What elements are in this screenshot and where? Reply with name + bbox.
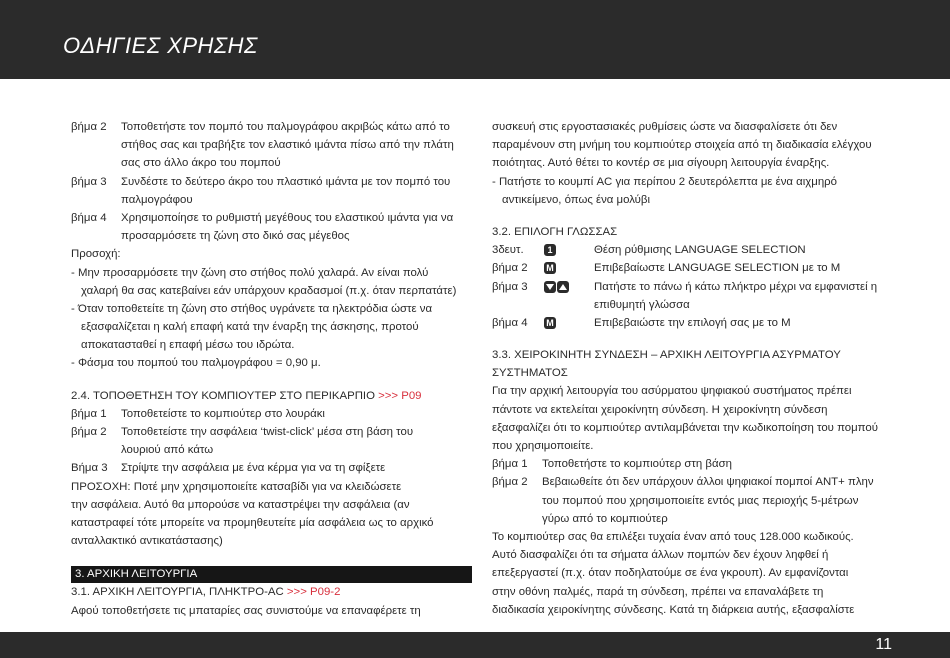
warning-line: καταστραφεί τότε μπορείτε να προμηθευτείτε μία ασφάλεια ως το αρχικό bbox=[71, 516, 434, 529]
lang-row-3-cont bbox=[492, 296, 892, 314]
text-line: Στρίψτε την ασφάλεια με ένα κέρμα για να τη σφίξετε bbox=[121, 462, 386, 475]
lang-row-4 bbox=[492, 314, 892, 332]
section-3-1-heading bbox=[71, 583, 471, 601]
lang-row-3 bbox=[492, 278, 892, 296]
section-3-3-heading-cont: ΣΥΣΤΗΜΑΤΟΣ bbox=[492, 367, 568, 380]
step-label: βήμα 2 bbox=[492, 476, 528, 489]
header-band bbox=[0, 0, 950, 79]
step-label: βήμα 2 bbox=[71, 426, 107, 439]
right-column bbox=[492, 118, 892, 619]
section-3-3-heading: 3.3. ΧΕΙΡΟΚΙΝΗΤΗ ΣΥΝΔΕΣΗ – ΑΡΧΙΚΗ ΛΕΙΤΟΥΡΓΙΑ ΑΣΥΡΜΑΤΟΥ bbox=[492, 349, 841, 362]
text-line: γύρω από το κομπιούτερ bbox=[542, 512, 668, 525]
text-line: Αυτό διασφαλίζει ότι τα σήματα άλλων πομπών δεν έχουν ληφθεί ή bbox=[492, 549, 829, 562]
step-label: βήμα 1 bbox=[492, 458, 528, 471]
text-line: στην οθόνη παλμές, παρά τη σύνδεση, πρέπει να επαναλάβετε τη bbox=[492, 585, 824, 598]
text-line: Το κομπιούτερ σας θα επιλέξει τυχαία έναν από τους 128.000 κωδικούς. bbox=[492, 530, 854, 543]
step-label: βήμα 1 bbox=[71, 407, 107, 420]
step-label: βήμα 4 bbox=[492, 316, 528, 329]
text-line: Χρησιμοποίησε το ρυθμιστή μεγέθους του ελαστικού ιμάντα για να bbox=[121, 211, 454, 224]
text-line: σας στο άλλο άκρο του πομπού bbox=[121, 157, 281, 170]
step-label: βήμα 4 bbox=[71, 211, 107, 224]
bullet-line: αποκατασταθεί η επαφή μέσω του ιδρώτα. bbox=[81, 339, 295, 352]
text-line: διαδικασία χειροκίνητης σύνδεσης. Κατά τη διάρκεια αυτής, εξασφαλίστε bbox=[492, 603, 855, 616]
section-2-4-heading bbox=[71, 387, 471, 405]
step-label: βήμα 2 bbox=[492, 262, 528, 275]
text-line: παλμογράφου bbox=[121, 193, 193, 206]
s24-step-2 bbox=[71, 423, 471, 459]
s24-step-1 bbox=[71, 405, 471, 423]
text-line: επιθυμητή γλώσσα bbox=[594, 298, 690, 311]
footer-band bbox=[0, 632, 950, 658]
bullet-line: - Πατήστε το κουμπί AC για περίπου 2 δευτερόλεπτα με ένα αιχμηρό bbox=[492, 175, 837, 188]
step-label: βήμα 3 bbox=[71, 175, 107, 188]
left-column bbox=[71, 118, 471, 620]
bullet-line: - Όταν τοποθετείτε τη ζώνη στο στήθος υγράνετε τα ηλεκτρόδια ώστε να bbox=[71, 302, 433, 315]
bullet-line: - Φάσμα του πομπού του παλμογράφου = 0,90 μ. bbox=[71, 357, 321, 370]
text-line: του πομπού που χρησιμοποιείτε εντός μιας περιοχής 5-μέτρων bbox=[542, 494, 859, 507]
section-3-bar: 3. ΑΡΧΙΚΗ ΛΕΙΤΟΥΡΓΙΑ bbox=[71, 566, 472, 583]
text-line: Αφού τοποθετήσετε τις μπαταρίες σας συνιστούμε να επαναφέρετε τη bbox=[71, 604, 421, 617]
text-line: Τοποθετήστε τον πομπό του παλμογράφου ακριβώς κάτω από το bbox=[121, 121, 450, 133]
step-label: Βήμα 3 bbox=[71, 462, 108, 475]
text-line: Τοποθετείστε την ασφάλεια ‘twist-click’ μέσα στη βάση του bbox=[121, 426, 414, 439]
arrow-up-icon bbox=[557, 281, 569, 293]
warning-line: ανταλλακτικό αντικατάστασης) bbox=[71, 535, 223, 548]
section-title: 2.4. ΤΟΠΟΘΕΤΗΣΗ ΤΟΥ ΚΟΜΠΙΟΥΤΕΡ ΣΤΟ ΠΕΡΙΚΑΡΠΙΟ bbox=[71, 389, 379, 402]
step-label: 3δευτ. bbox=[492, 244, 524, 257]
text-line: συσκευή στις εργοστασιακές ρυθμίσεις ώστε να διασφαλίσετε ότι δεν bbox=[492, 121, 838, 133]
text-line: στήθος σας και τραβήξτε τον ελαστικό ιμάντα πίσω από την πλάτη bbox=[121, 139, 454, 152]
text-line: ποιότητας. Αυτό θέτει το κοντέρ σε μια σίγουρη λειτουργία έναρξης. bbox=[492, 157, 830, 170]
section-title: 3.1. ΑΡΧΙΚΗ ΛΕΙΤΟΥΡΓΙΑ, ΠΛΗΚΤΡΟ-AC bbox=[71, 586, 287, 599]
text-line: λουριού από κάτω bbox=[121, 444, 214, 457]
text-line: εξασφαλίζει ότι το κομπιούτερ αντιλαμβάνεται την κωδικοποίηση του πομπού bbox=[492, 421, 878, 434]
s33-step-2 bbox=[492, 473, 892, 528]
page-title: ΟΔΗΓΙΕΣ ΧΡΗΣΗΣ bbox=[63, 33, 258, 58]
page-reference: >>> P09-2 bbox=[286, 586, 341, 599]
text-line: προσαρμόσετε τη ζώνη στο δικό σας μέγεθος bbox=[121, 230, 350, 243]
step-3 bbox=[71, 173, 471, 209]
section-3-2-heading: 3.2. ΕΠΙΛΟΓΗ ΓΛΩΣΣΑΣ bbox=[492, 225, 618, 238]
step-4 bbox=[71, 209, 471, 245]
text-line: Τοποθετήστε το κομπιούτερ στη βάση bbox=[542, 458, 732, 471]
text-line: πάντοτε να εκτελείται χειροκίνητη σύνδεση. Η χειροκίνητη σύνδεση bbox=[492, 403, 828, 416]
step-label: βήμα 3 bbox=[492, 280, 528, 293]
bullet-line: εξασφαλίζεται η καλή επαφή κατά την έναρξη της άσκησης, προτού bbox=[81, 321, 419, 334]
text-line: παραμένουν στη μνήμη του κομπιούτερ στοιχεία από τη διαδικασία ελέγχου bbox=[492, 139, 872, 152]
page-number: 11 bbox=[875, 636, 892, 653]
warning-line: την ασφάλεια. Αυτό θα μπορούσε να καταστρέψει την ασφάλεια (αν bbox=[71, 498, 410, 511]
text-line: Πατήστε το πάνω ή κάτω πλήκτρο μέχρι να εμφανιστεί η bbox=[594, 280, 878, 293]
bullet-line: χαλαρή θα σας κατεβαίνει εάν υπάρχουν κραδασμοί (π.χ. όταν περπατάτε) bbox=[81, 284, 457, 297]
key-m-icon: M bbox=[544, 262, 556, 274]
s24-step-3 bbox=[71, 459, 471, 477]
step-2 bbox=[71, 118, 471, 173]
page-reference: >>> P09 bbox=[378, 389, 422, 402]
text-line: Συνδέστε το δεύτερο άκρο του πλαστικό ιμάντα με τον πομπό του bbox=[121, 175, 451, 188]
s33-step-1 bbox=[492, 455, 892, 473]
key-1-icon: 1 bbox=[544, 244, 556, 256]
arrow-down-icon bbox=[544, 281, 556, 293]
text-line: Βεβαιωθείτε ότι δεν υπάρχουν άλλοι ψηφιακοί πομποί ANT+ πλην bbox=[542, 476, 874, 489]
attention-heading: Προσοχή: bbox=[71, 248, 121, 261]
lang-row-1 bbox=[492, 241, 892, 259]
bullet-line: αντικείμενο, όπως ένα μολύβι bbox=[502, 193, 650, 206]
text-line: Για την αρχική λειτουργία του ασύρματου ψηφιακού συστήματος πρέπει bbox=[492, 385, 852, 398]
text-line: Επιβεβαίωστε LANGUAGE SELECTION με το M bbox=[594, 262, 841, 275]
key-m-icon: M bbox=[544, 317, 556, 329]
text-line: επεξεργαστεί (π.χ. όταν ποδηλατούμε σε ένα γκρουπ). Αν εμφανίζονται bbox=[492, 567, 849, 580]
text-line: Θέση ρύθμισης LANGUAGE SELECTION bbox=[594, 244, 806, 257]
warning-line: ΠΡΟΣΟΧΗ: Ποτέ μην χρησιμοποιείτε κατσαβίδι για να κλειδώσετε bbox=[71, 480, 402, 493]
lang-row-2 bbox=[492, 259, 892, 277]
text-line: Επιβεβαιώστε την επιλογή σας με το M bbox=[594, 316, 791, 329]
bullet-line: - Μην προσαρμόσετε την ζώνη στο στήθος πολύ χαλαρά. Αν είναι πολύ bbox=[71, 266, 429, 279]
step-label: βήμα 2 bbox=[71, 121, 107, 133]
text-line: που χρησιμοποιείτε. bbox=[492, 440, 594, 452]
text-line: Τοποθετείστε το κομπιούτερ στο λουράκι bbox=[121, 407, 325, 420]
